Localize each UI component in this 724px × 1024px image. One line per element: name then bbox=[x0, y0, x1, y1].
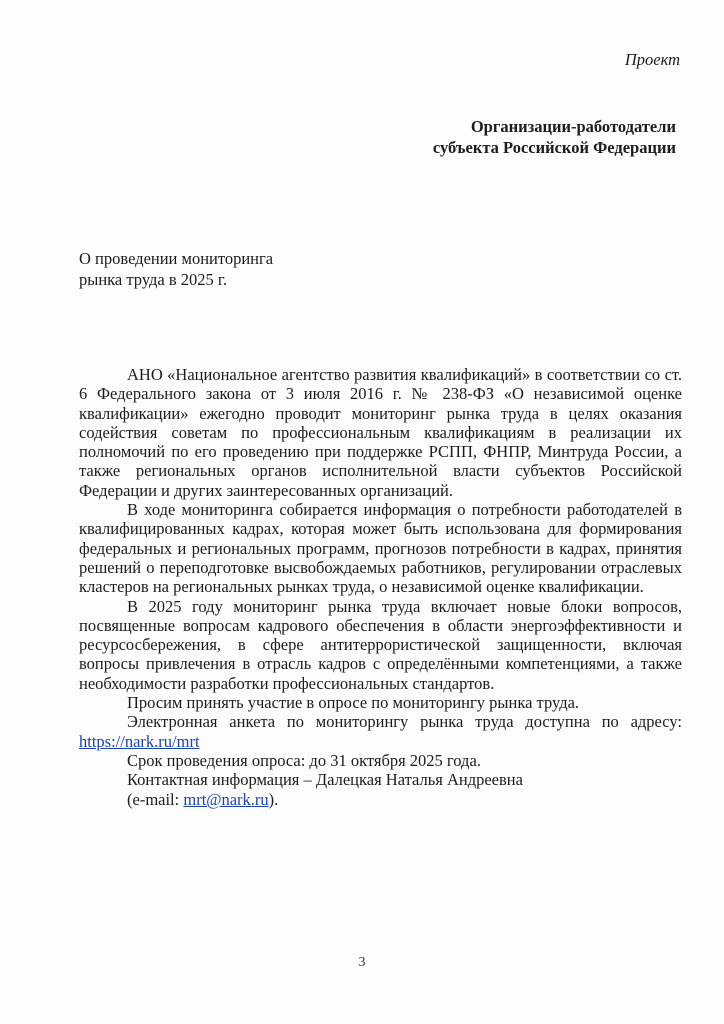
letter-body bbox=[79, 365, 682, 809]
contact-line: Контактная информация – Далецкая Наталья Андреевна bbox=[127, 770, 523, 790]
addressee-block bbox=[400, 116, 676, 158]
email-line bbox=[79, 790, 682, 809]
paragraph-1: АНО «Национальное агентство развития квалификаций» в соответствии со ст. 6 Федерального закона от 3 июля 2016 г. № 238-ФЗ «О независимой оценке квалификации» ежегодно проводит мониторинг рынка труда в целях оказания содействия советам по профессиональным квалификациям в реализации их полномочий по его проведению при поддержке РСПП, ФНПР, Минтруда России, а также региональных органов исполнительной власти субъектов Российской Федерации и других заинтересованных организаций. bbox=[79, 365, 682, 500]
subject-block bbox=[79, 248, 339, 290]
paragraph-3: В 2025 году мониторинг рынка труда включает новые блоки вопросов, посвященные вопросам кадрового обеспечения в области энергоэффективности и ресурсосбережения, в сфере антитеррористической защищенности, включая вопросы привлечения в отрасль кадров с определёнными компетенциями, а также необходимости разработки профессиональных стандартов. bbox=[79, 596, 682, 693]
paragraph-request: Просим принять участие в опросе по мониторингу рынка труда. bbox=[127, 693, 580, 713]
survey-link[interactable]: https://nark.ru/mrt bbox=[79, 731, 200, 751]
survey-link-line bbox=[79, 732, 682, 751]
subject-line-1: О проведении мониторинга bbox=[79, 249, 274, 268]
paragraph-survey bbox=[79, 712, 682, 731]
survey-text: Электронная анкета по мониторингу рынка труда доступна по адресу: bbox=[127, 712, 682, 732]
paragraph-2: В ходе мониторинга собирается информация о потребности работодателей в квалифицированных кадрах, которая может быть использована для формирования федеральных и региональных программ, прогнозов потребности в кадрах, принятия решений о переподготовке высвобождаемых работников, регулировании отраслевых кластеров на региональных рынках труда, о независимой оценке квалификации. bbox=[79, 500, 682, 597]
deadline-line: Срок проведения опроса: до 31 октября 2025 года. bbox=[127, 750, 481, 770]
subject-line-2: рынка труда в 2025 г. bbox=[79, 270, 227, 289]
email-link[interactable]: mrt@nark.ru bbox=[183, 789, 269, 809]
addressee-line-1: Организации-работодатели bbox=[470, 117, 676, 136]
email-prefix: (e-mail: bbox=[127, 789, 184, 809]
draft-label: Проект bbox=[624, 50, 680, 69]
page-number: 3 bbox=[358, 955, 366, 970]
addressee-line-2: субъекта Российской Федерации bbox=[432, 138, 676, 157]
email-suffix: ). bbox=[268, 789, 279, 809]
